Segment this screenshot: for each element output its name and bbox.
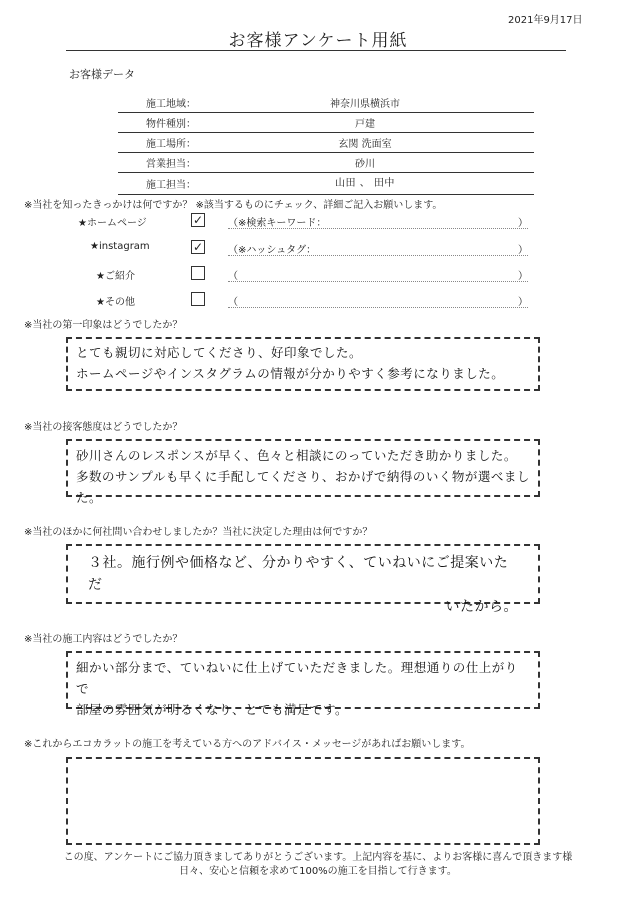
info-row-type: [118, 113, 534, 133]
answer-line: 砂川さんのレスポンスが早く、色々と相談にのっていただき助かりました。: [76, 448, 517, 463]
page-title: お客様アンケート用紙: [228, 31, 408, 51]
title-underline: [66, 50, 566, 51]
info-label: 施工場所：: [118, 133, 256, 153]
info-value: 神奈川県横浜市: [256, 93, 534, 113]
detail-other[interactable]: （ ）: [228, 293, 528, 308]
answer-construction-quality[interactable]: [66, 651, 540, 717]
info-label: 営業担当：: [118, 153, 256, 173]
survey-date: 2021年9月17日: [508, 15, 583, 26]
question-service-attitude: ※当社の接客態度はどうでしたか？: [24, 422, 183, 433]
info-label: 施工地域：: [118, 93, 256, 113]
answer-competitors[interactable]: [66, 544, 540, 615]
question-first-impression: ※当社の第一印象はどうでしたか？: [24, 320, 183, 331]
question-construction-quality: ※当社の施工内容はどうでしたか？: [24, 634, 183, 645]
question-source: ※当社を知ったきっかけは何ですか？ ※該当するものにチェック、詳細ご記入お願いします。: [24, 200, 443, 211]
check-mark-icon: ✓: [192, 240, 204, 254]
option-other-label: ★その他: [96, 297, 135, 308]
answer-line: 多数のサンプルも早くに手配してくださり、おかげで納得のいく物が選べました。: [76, 469, 530, 505]
info-value: 山田 、 田中: [256, 173, 534, 195]
info-row-installer: [118, 173, 534, 195]
footer-thanks-line1: この度、アンケートにご協力頂きましてありがとうございます。上記内容を基に、よりお客様に喜んで頂きます様: [63, 852, 573, 863]
answer-advice-message[interactable]: [66, 757, 540, 845]
info-value: 砂川: [256, 153, 534, 173]
customer-data-heading: お客様データ: [69, 68, 135, 81]
checkbox-referral[interactable]: [191, 266, 205, 280]
info-value: 戸建: [256, 113, 534, 133]
checkbox-instagram[interactable]: [191, 240, 205, 254]
answer-first-impression[interactable]: [66, 337, 540, 391]
question-competitors: ※当社のほかに何社問い合わせしましたか？当社に決定した理由は何ですか？: [24, 527, 373, 538]
answer-line: 細かい部分まで、ていねいに仕上げていただきました。理想通りの仕上がりで: [76, 660, 518, 696]
footer-thanks-line2: 日々、安心と信頼を求めて100%の施工を目指して行きます。: [179, 866, 457, 877]
answer-line: とても親切に対応してくださり、好印象でした。: [76, 345, 363, 360]
answer-line: ３社。施行例や価格など、分かりやすく、ていねいにご提案いただ: [88, 555, 509, 593]
answer-line: いたから。: [445, 599, 518, 615]
answer-service-attitude[interactable]: [66, 439, 540, 505]
answer-line: 部屋の雰囲気が明るくなり、とても満足です。: [76, 702, 349, 717]
info-value: 玄関 洗面室: [256, 133, 534, 153]
info-label: 物件種別：: [118, 113, 256, 133]
option-instagram-label: ★instagram: [90, 241, 150, 252]
info-row-place: [118, 133, 534, 153]
detail-referral[interactable]: （ ）: [228, 267, 528, 282]
option-referral-label: ★ご紹介: [96, 271, 135, 282]
option-homepage-label: ★ホームページ: [78, 218, 147, 229]
checkbox-homepage[interactable]: [191, 213, 205, 227]
checkbox-other[interactable]: [191, 292, 205, 306]
detail-hashtag[interactable]: （※ハッシュタグ： ）: [228, 241, 528, 256]
info-row-area: [118, 93, 534, 113]
check-mark-icon: ✓: [192, 213, 204, 227]
detail-search-keyword[interactable]: （※検索キーワード： ）: [228, 214, 528, 229]
info-label: 施工担当：: [118, 173, 256, 195]
answer-line: ホームページやインスタグラムの情報が分かりやすく参考になりました。: [76, 366, 505, 381]
question-advice-message: ※これからエコカラットの施工を考えている方へのアドバイス・メッセージがあればお願いします。: [24, 739, 471, 750]
customer-data-table: [118, 93, 534, 195]
info-row-sales: [118, 153, 534, 173]
